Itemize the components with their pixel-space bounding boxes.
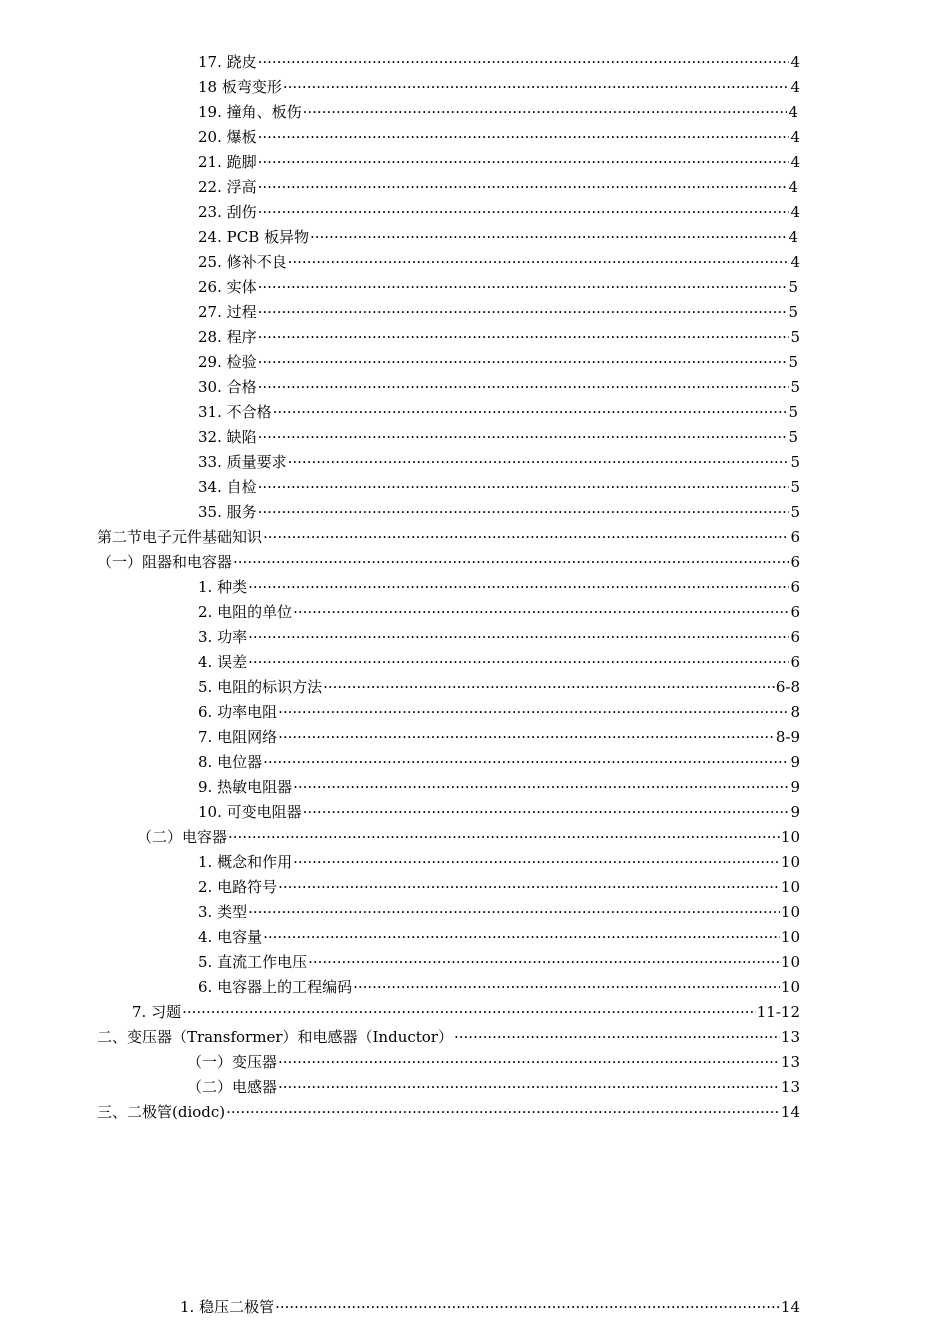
toc-entry (198, 50, 800, 74)
toc-label: 3. 类型 (198, 903, 248, 921)
toc-entry (198, 175, 798, 199)
toc-label: 1. 稳压二极管 (180, 1298, 275, 1316)
leader-dots (278, 725, 775, 749)
leader-dots (288, 450, 790, 474)
toc-entry (198, 150, 800, 174)
toc-page: 10 (780, 878, 800, 896)
toc-entry (132, 1000, 800, 1024)
leader-dots (263, 925, 780, 949)
toc-entry (97, 1100, 800, 1124)
toc-page: 6 (790, 653, 800, 671)
toc-page: 6 (790, 628, 800, 646)
toc-entry (198, 750, 800, 774)
leader-dots (248, 900, 780, 924)
toc-entry (198, 425, 798, 449)
toc-label: 33. 质量要求 (198, 453, 287, 471)
toc-entry (198, 775, 800, 799)
toc-entry (198, 225, 798, 249)
leader-dots (278, 700, 789, 724)
toc-entry (198, 350, 798, 374)
leader-dots (303, 800, 790, 824)
toc-entry (198, 600, 800, 624)
toc-page: 10 (780, 853, 800, 871)
toc-page: 10 (780, 828, 800, 846)
toc-page: 4 (790, 253, 800, 271)
toc-label: 23. 刮伤 (198, 203, 257, 221)
leader-dots (278, 875, 780, 899)
leader-dots (275, 1295, 780, 1319)
toc-page: 6-8 (775, 678, 800, 696)
toc-label: 5. 电阻的标识方法 (198, 678, 323, 696)
toc-entry (198, 700, 800, 724)
toc-label: （二）电容器 (137, 828, 228, 846)
toc-label: 28. 程序 (198, 328, 257, 346)
leader-dots (288, 250, 790, 274)
toc-entry (198, 725, 800, 749)
leader-dots (263, 525, 789, 549)
leader-dots (310, 225, 787, 249)
toc-label: 6. 电容器上的工程编码 (198, 978, 353, 996)
leader-dots (258, 325, 790, 349)
toc-label: 18 板弯变形 (198, 78, 282, 96)
toc-label: 8. 电位器 (198, 753, 263, 771)
toc-label: 三、二极管(diodc) (97, 1103, 226, 1121)
toc-page: 8 (790, 703, 800, 721)
toc-label: 29. 检验 (198, 353, 257, 371)
toc-page: 6 (790, 528, 800, 546)
toc-label: （一）阻器和电容器 (97, 553, 233, 571)
leader-dots (454, 1025, 780, 1049)
toc-page: 10 (780, 903, 800, 921)
toc-entry (198, 875, 800, 899)
leader-dots (263, 750, 789, 774)
toc-page: 5 (788, 403, 798, 421)
toc-label: 7. 习题 (132, 1003, 182, 1021)
toc-label: 第二节电子元件基础知识 (97, 528, 263, 546)
toc-label: 27. 过程 (198, 303, 257, 321)
toc-entry (180, 1295, 800, 1319)
toc-label: 19. 撞角、板伤 (198, 103, 302, 121)
leader-dots (293, 600, 789, 624)
toc-page: 6 (790, 553, 800, 571)
toc-label: 34. 自检 (198, 478, 257, 496)
toc-page: 4 (790, 153, 800, 171)
toc-label: 25. 修补不良 (198, 253, 287, 271)
toc-entry (198, 650, 800, 674)
leader-dots (226, 1100, 780, 1124)
toc-page: 6 (790, 578, 800, 596)
toc-entry (187, 1075, 800, 1099)
leader-dots (258, 275, 788, 299)
toc-page: 4 (788, 103, 798, 121)
toc-page: 4 (790, 203, 800, 221)
toc-entry (97, 1025, 800, 1049)
toc-label: 4. 误差 (198, 653, 248, 671)
toc-label: （二）电感器 (187, 1078, 278, 1096)
toc-label: 24. PCB 板异物 (198, 228, 309, 246)
toc-page: 5 (790, 378, 800, 396)
toc-page: 5 (790, 328, 800, 346)
leader-dots (258, 150, 790, 174)
toc-label: 2. 电路符号 (198, 878, 278, 896)
toc-label: 35. 服务 (198, 503, 257, 521)
toc-page: 14 (780, 1298, 800, 1316)
toc-entry (198, 450, 800, 474)
toc-label: 2. 电阻的单位 (198, 603, 293, 621)
toc-page: 5 (788, 303, 798, 321)
toc-entry (198, 500, 800, 524)
toc-page: 4 (788, 178, 798, 196)
toc-entry (198, 275, 798, 299)
toc-page: 13 (780, 1078, 800, 1096)
leader-dots (233, 550, 789, 574)
toc-entry (198, 125, 800, 149)
toc-entry (97, 550, 800, 574)
leader-dots (258, 300, 788, 324)
toc-entry (198, 400, 798, 424)
toc-page: 13 (780, 1053, 800, 1071)
leader-dots (228, 825, 780, 849)
toc-page: 14 (780, 1103, 800, 1121)
toc-label: 17. 跷皮 (198, 53, 257, 71)
leader-dots (293, 850, 780, 874)
toc-page: 9 (790, 778, 800, 796)
leader-dots (303, 100, 788, 124)
leader-dots (248, 650, 789, 674)
toc-page: 9 (790, 753, 800, 771)
toc-entry (198, 925, 800, 949)
toc-label: 5. 直流工作电压 (198, 953, 308, 971)
toc-page: 4 (790, 53, 800, 71)
toc-label: 1. 概念和作用 (198, 853, 293, 871)
toc-entry (198, 575, 800, 599)
toc-entry (198, 75, 800, 99)
leader-dots (248, 625, 789, 649)
toc-label: 21. 跪脚 (198, 153, 257, 171)
leader-dots (283, 75, 790, 99)
leader-dots (258, 425, 788, 449)
toc-page: 6 (790, 603, 800, 621)
toc-page: 5 (788, 428, 798, 446)
toc-page: 4 (790, 78, 800, 96)
toc-page: 9 (790, 803, 800, 821)
leader-dots (308, 950, 780, 974)
toc-label: 7. 电阻网络 (198, 728, 278, 746)
leader-dots (258, 50, 790, 74)
toc-page: 5 (790, 478, 800, 496)
leader-dots (273, 400, 788, 424)
toc-label: 1. 种类 (198, 578, 248, 596)
leader-dots (258, 200, 790, 224)
toc-entry (187, 1050, 800, 1074)
toc-label: 32. 缺陷 (198, 428, 257, 446)
toc-entry (198, 200, 800, 224)
toc-entry (198, 100, 798, 124)
toc-page: 5 (790, 453, 800, 471)
leader-dots (258, 125, 790, 149)
toc-page: 11-12 (756, 1003, 800, 1021)
toc-page: 5 (788, 278, 798, 296)
toc-page: 4 (788, 228, 798, 246)
leader-dots (278, 1050, 780, 1074)
toc-page: 10 (780, 978, 800, 996)
leader-dots (258, 475, 790, 499)
toc-label: 二、变压器（Transformer）和电感器（Inductor） (97, 1028, 453, 1046)
toc-entry (198, 900, 800, 924)
toc-page: 10 (780, 928, 800, 946)
toc-entry (198, 300, 798, 324)
toc-label: 30. 合格 (198, 378, 257, 396)
toc-label: 6. 功率电阻 (198, 703, 278, 721)
leader-dots (258, 375, 790, 399)
toc-page: 5 (790, 503, 800, 521)
leader-dots (248, 575, 789, 599)
toc-entry (198, 325, 800, 349)
toc-entry (198, 975, 800, 999)
toc-entry (198, 850, 800, 874)
toc-entry (198, 625, 800, 649)
toc-page: 5 (788, 353, 798, 371)
leader-dots (258, 175, 788, 199)
leader-dots (323, 675, 775, 699)
toc-page: 13 (780, 1028, 800, 1046)
toc-label: 3. 功率 (198, 628, 248, 646)
toc-entry (198, 675, 800, 699)
toc-entry (198, 475, 800, 499)
toc-label: 31. 不合格 (198, 403, 272, 421)
leader-dots (278, 1075, 780, 1099)
leader-dots (258, 500, 790, 524)
toc-label: 9. 热敏电阻器 (198, 778, 293, 796)
toc-entry (198, 250, 800, 274)
toc-entry (198, 950, 800, 974)
toc-entry (198, 800, 800, 824)
toc-entry (198, 375, 800, 399)
toc-entry (137, 825, 800, 849)
leader-dots (182, 1000, 756, 1024)
toc-entry (97, 525, 800, 549)
toc-page: 10 (780, 953, 800, 971)
leader-dots (353, 975, 780, 999)
toc-label: （一）变压器 (187, 1053, 278, 1071)
leader-dots (293, 775, 789, 799)
toc-page: 4 (790, 128, 800, 146)
toc-label: 10. 可变电阻器 (198, 803, 302, 821)
toc-label: 4. 电容量 (198, 928, 263, 946)
toc-label: 22. 浮高 (198, 178, 257, 196)
leader-dots (258, 350, 788, 374)
toc-page: 8-9 (775, 728, 800, 746)
toc-label: 20. 爆板 (198, 128, 257, 146)
toc-label: 26. 实体 (198, 278, 257, 296)
